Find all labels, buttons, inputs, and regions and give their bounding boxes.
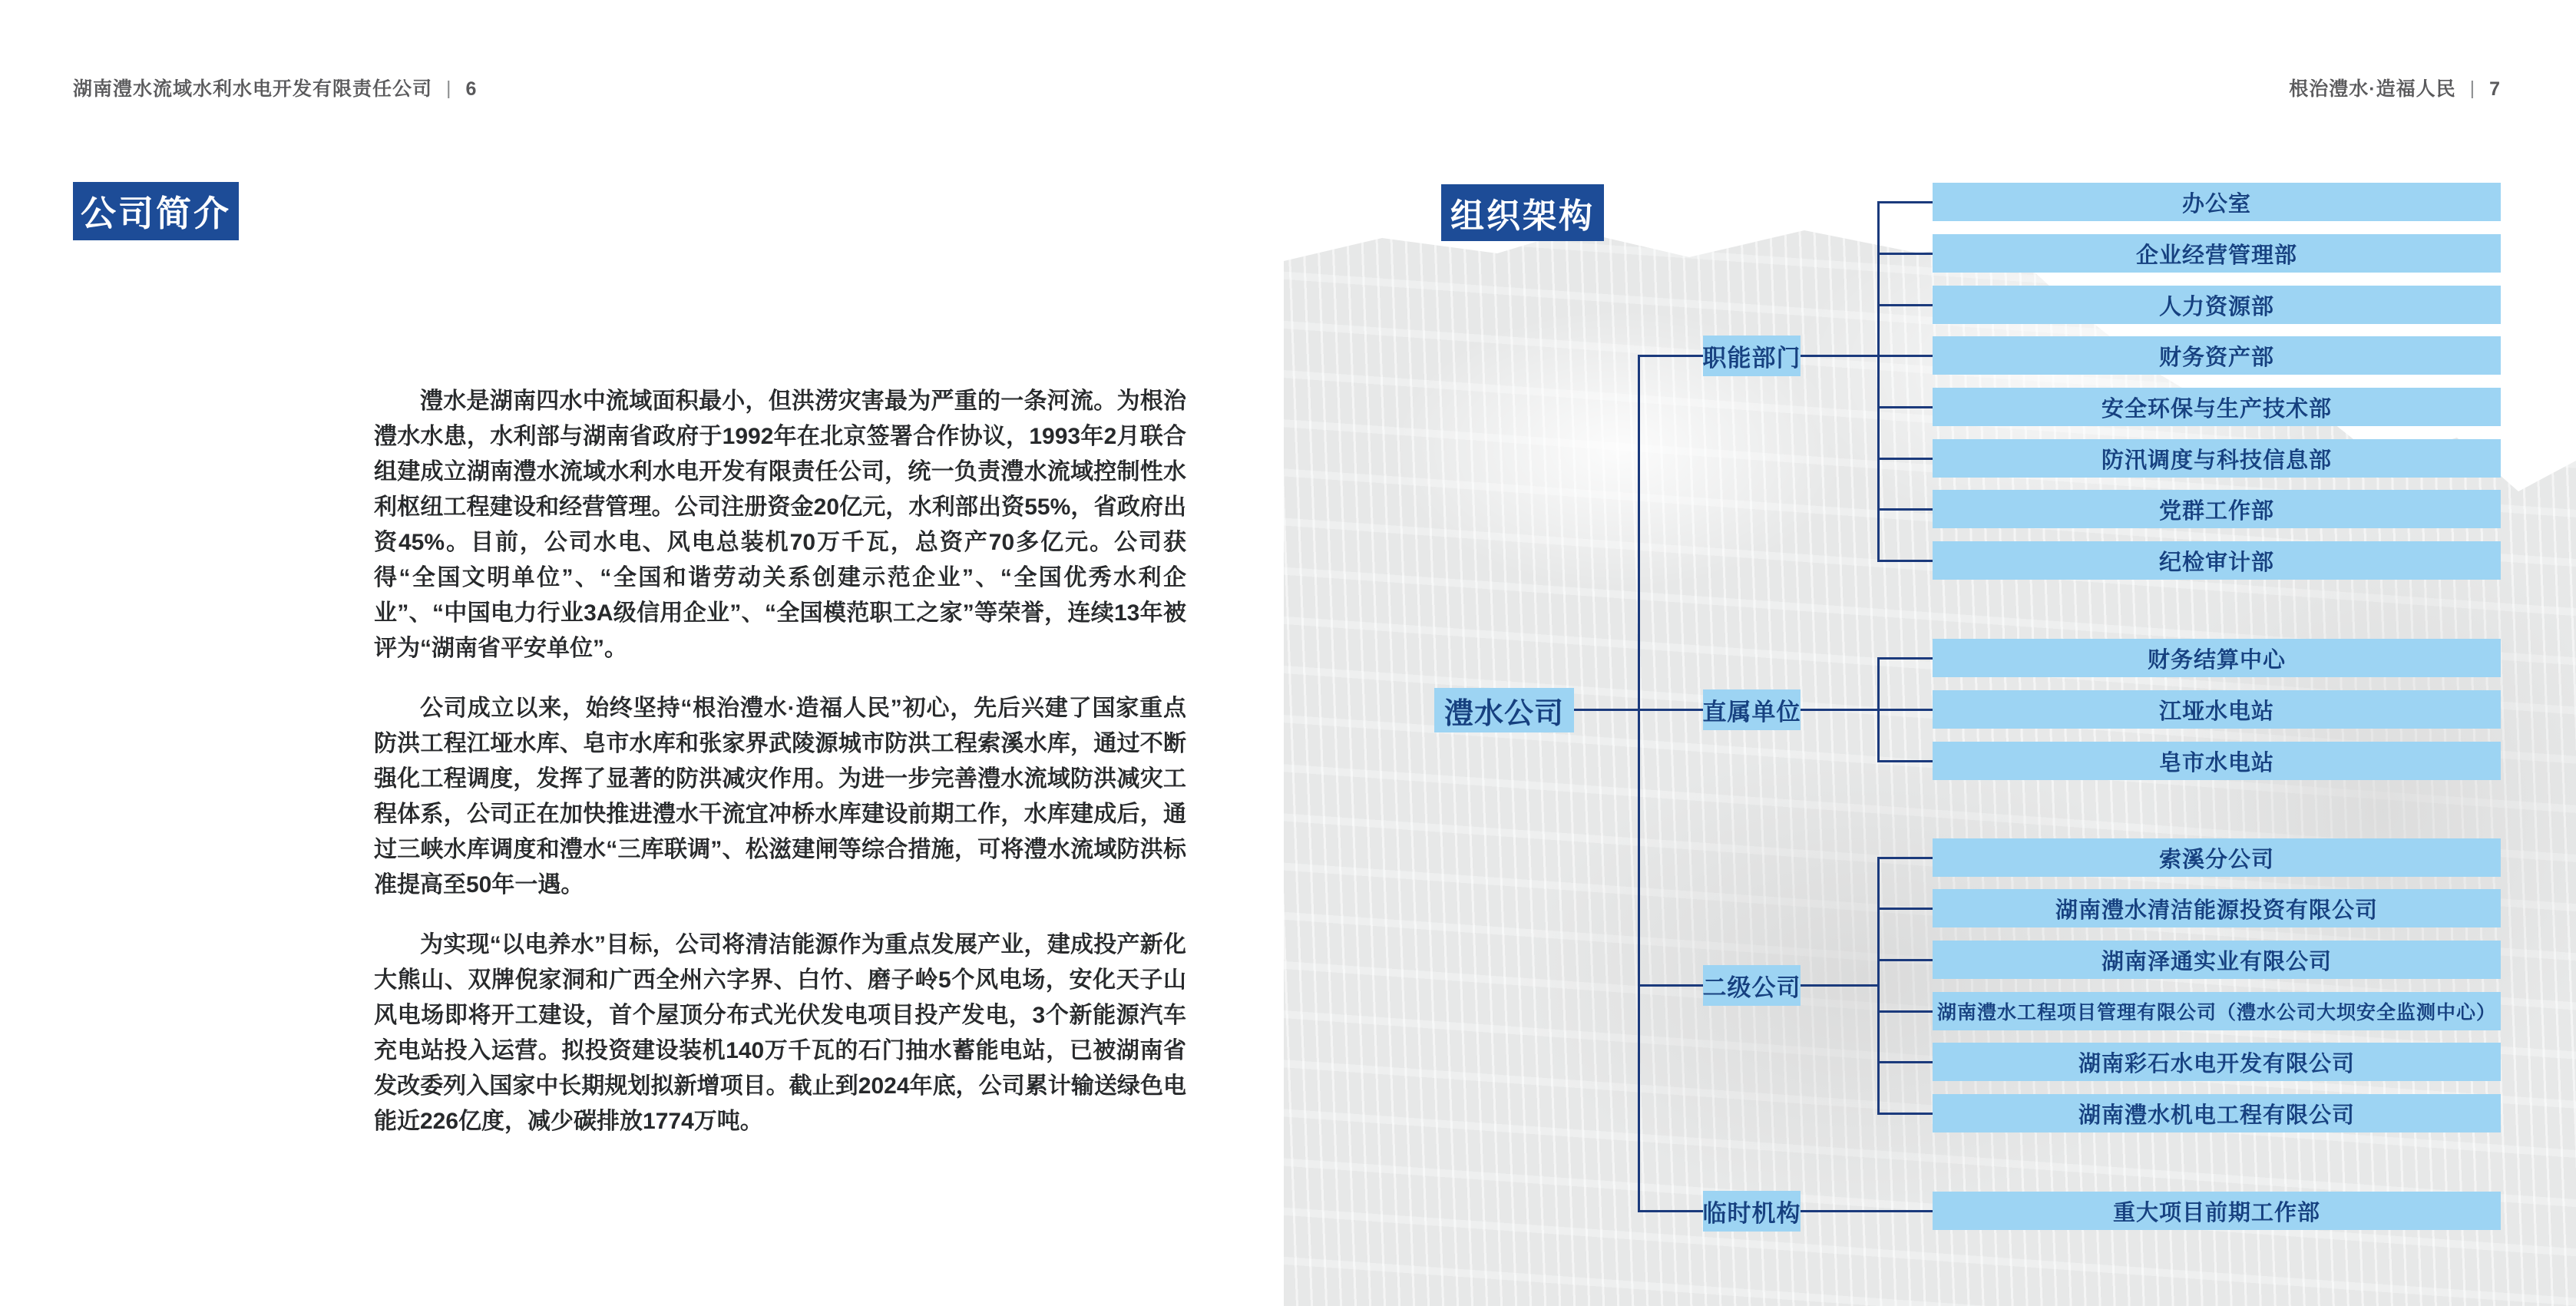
org-category-box: 职能部门 (1703, 336, 1801, 376)
org-unit-box: 江垭水电站 (1933, 690, 2501, 729)
section-title-org-structure: 组织架构 (1441, 184, 1604, 241)
org-connector-line (1638, 709, 1703, 711)
org-connector-line (1877, 1113, 1933, 1115)
paragraph: 为实现“以电养水”目标，公司将清洁能源作为重点发展产业，建成投产新化大熊山、双牌倪家洞和广西全州六字界、白竹、磨子岭5个风电场，安化天子山风电场即将开工建设，首个屋顶分布式光伏发电项目投产发电，3个新能源汽车充电站投入运营。拟投资建设装机140万千瓦的石门抽水蓄能电站，已被湖南省发改委列入国家中长期规划拟新增项目。截止到2024年底，公司累计输送绿色电能近226亿度，减少碳排放1774万吨。 (374, 932, 1186, 1134)
org-connector-line (1877, 458, 1933, 460)
org-unit-box: 重大项目前期工作部 (1933, 1192, 2501, 1230)
org-unit-box: 湖南澧水清洁能源投资有限公司 (1933, 889, 2501, 927)
org-unit-box: 安全环保与生产技术部 (1933, 388, 2501, 426)
org-connector-line (1801, 709, 1877, 711)
header-separator: | (446, 78, 452, 99)
org-connector-line (1877, 508, 1933, 511)
org-connector-line (1877, 857, 1933, 859)
org-unit-box: 财务结算中心 (1933, 639, 2501, 677)
page-number: 6 (465, 78, 478, 100)
org-root-box: 澧水公司 (1434, 688, 1574, 732)
org-connector-line (1877, 406, 1933, 408)
org-unit-box: 湖南澧水机电工程有限公司 (1933, 1094, 2501, 1132)
org-connector-line (1877, 201, 1933, 203)
org-connector-line (1638, 1210, 1703, 1212)
org-category-box: 临时机构 (1703, 1191, 1801, 1232)
org-connector-line (1877, 709, 1933, 711)
org-unit-box: 皂市水电站 (1933, 742, 2501, 780)
org-connector-line (1877, 857, 1880, 1115)
paragraph: 澧水是湖南四水中流域面积最小，但洪涝灾害最为严重的一条河流。为根治澧水水患，水利部与湖南省政府于1992年在北京签署合作协议，1993年2月联合组建成立湖南澧水流域水利水电开发有限责任公司，统一负责澧水流域控制性水利枢纽工程建设和经营管理。公司注册资金20亿元，水利部出资55%，省政府出资45%。目前，公司水电、风电总装机70万千瓦，总资产70多亿元。公司获得“全国文明单位”、“全国和谐劳动关系创建示范企业”、“全国优秀水利企业”、“中国电力行业3A级信用企业”、“全国模范职工之家”等荣誉，连续13年被评为“湖南省平安单位”。 (374, 388, 1186, 661)
org-category-box: 二级公司 (1703, 965, 1801, 1006)
org-unit-box: 索溪分公司 (1933, 838, 2501, 877)
org-unit-box: 湖南澧水工程项目管理有限公司（澧水公司大坝安全监测中心） (1933, 992, 2501, 1030)
org-connector-line (1877, 253, 1933, 255)
org-unit-box: 人力资源部 (1933, 286, 2501, 324)
org-unit-box: 企业经营管理部 (1933, 234, 2501, 273)
org-connector-line (1877, 1010, 1933, 1013)
org-connector-line (1877, 304, 1933, 306)
paragraph: 公司成立以来，始终坚持“根治澧水·造福人民”初心，先后兴建了国家重点防洪工程江垭水库、皂市水库和张家界武陵源城市防洪工程索溪水库，通过不断强化工程调度，发挥了显著的防洪减灾作用。为进一步完善澧水流域防洪减灾工程体系，公司正在加快推进澧水干流宜冲桥水库建设前期工作，水库建成后，通过三峡水库调度和澧水“三库联调”、松滋建闸等综合措施，可将澧水流域防洪标准提高至50年一遇。 (374, 696, 1186, 898)
org-unit-box: 办公室 (1933, 183, 2501, 221)
org-connector-line (1638, 984, 1703, 987)
slogan: 根治澧水·造福人民 (2289, 78, 2456, 100)
company-name: 湖南澧水流域水利水电开发有限责任公司 (73, 78, 433, 100)
org-connector-line (1801, 355, 1877, 357)
org-unit-box: 党群工作部 (1933, 490, 2501, 528)
org-connector-line (1877, 908, 1933, 910)
org-connector-line (1877, 760, 1933, 762)
org-connector-line (1877, 1061, 1933, 1063)
org-connector-line (1801, 984, 1877, 987)
section-title-company-profile: 公司简介 (73, 182, 239, 240)
org-connector-line (1877, 959, 1933, 961)
org-connector-line (1877, 560, 1933, 562)
org-unit-box: 防汛调度与科技信息部 (1933, 439, 2501, 478)
org-category-box: 直属单位 (1703, 689, 1801, 730)
org-connector-line (1877, 355, 1933, 357)
org-connector-line (1638, 355, 1703, 357)
org-connector-line (1801, 1210, 1933, 1212)
page-number: 7 (2489, 78, 2501, 100)
header-separator: | (2469, 78, 2476, 99)
org-unit-box: 湖南彩石水电开发有限公司 (1933, 1043, 2501, 1081)
org-unit-box: 纪检审计部 (1933, 541, 2501, 580)
org-connector-line (1638, 355, 1640, 1212)
org-unit-box: 湖南泽通实业有限公司 (1933, 941, 2501, 979)
org-unit-box: 财务资产部 (1933, 336, 2501, 375)
org-connector-line (1877, 657, 1933, 660)
